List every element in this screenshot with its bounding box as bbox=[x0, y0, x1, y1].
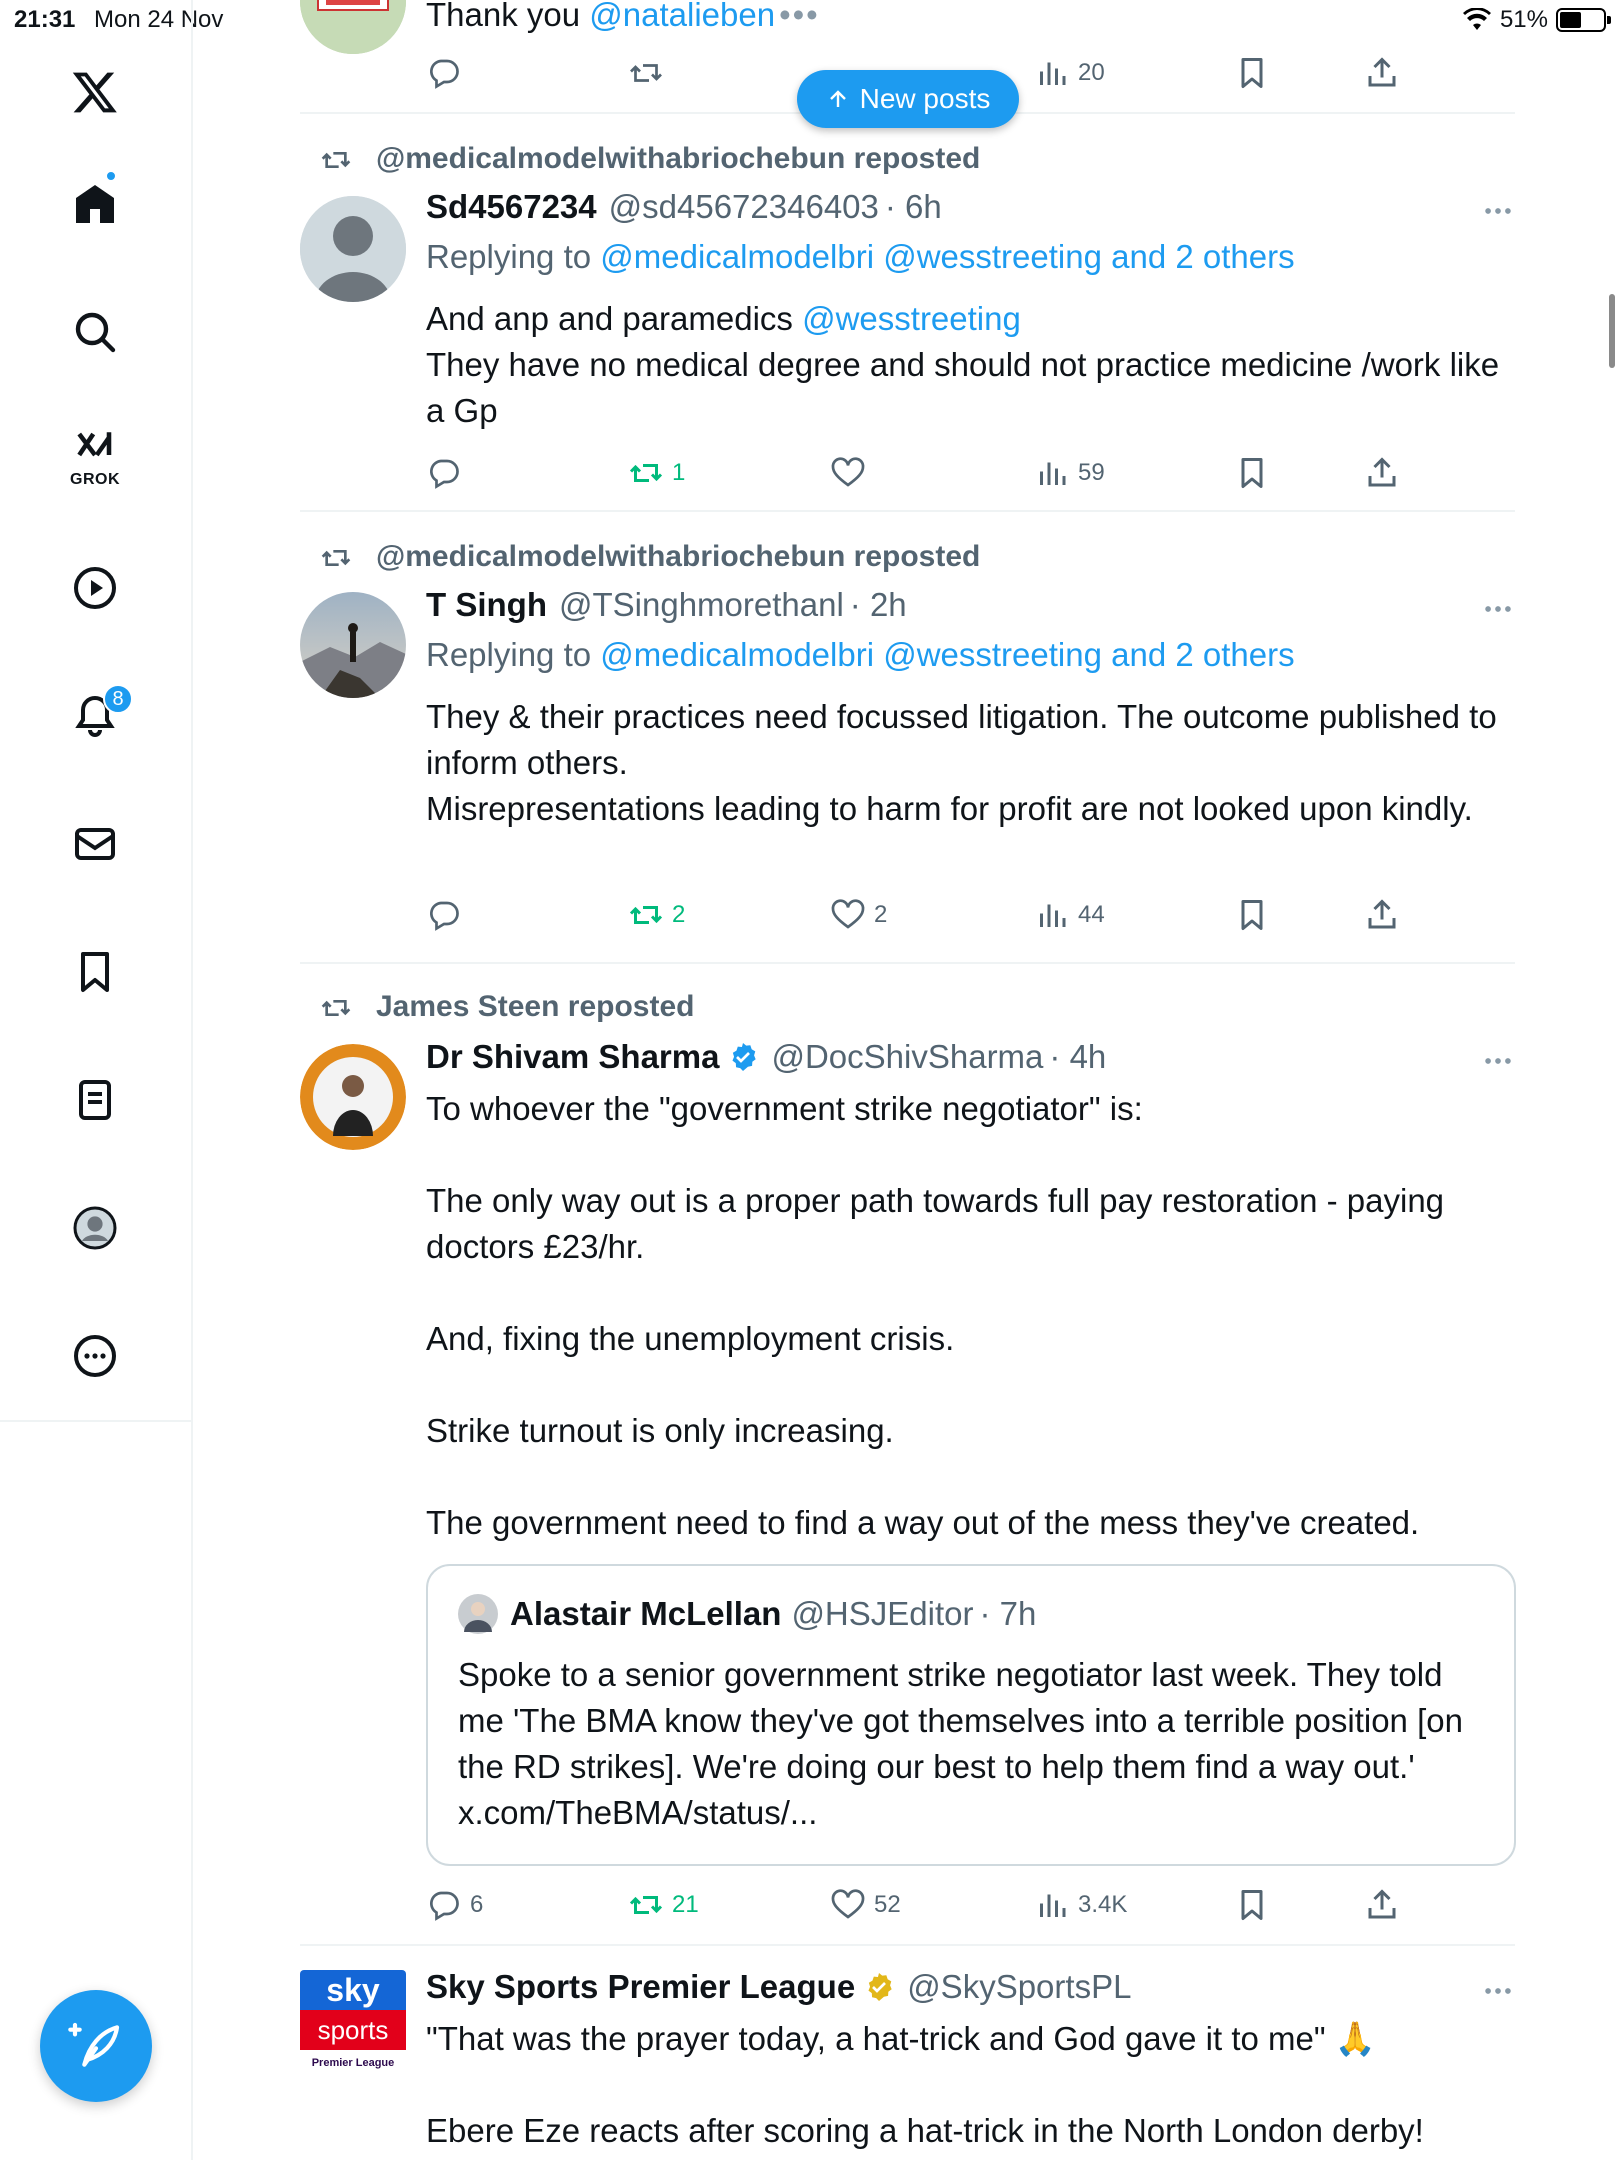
logo-sky: sky bbox=[300, 1970, 406, 2010]
post-time[interactable]: · 6h bbox=[884, 188, 942, 225]
replying-to-links[interactable]: @medicalmodelbri @wesstreeting and 2 others bbox=[600, 238, 1295, 275]
quote-header bbox=[458, 1594, 1036, 1634]
lists-icon bbox=[71, 1076, 119, 1124]
nav-more[interactable] bbox=[47, 1308, 143, 1404]
reply-button[interactable] bbox=[426, 448, 462, 498]
author-handle[interactable]: @DocShivSharma bbox=[771, 1038, 1044, 1075]
views-count: 20 bbox=[1078, 59, 1105, 86]
post-paragraph: And, fixing the unemployment crisis. bbox=[426, 1320, 955, 1357]
reply-icon bbox=[426, 55, 462, 91]
quote-time: · 7h bbox=[979, 1595, 1037, 1632]
battery-fill bbox=[1560, 12, 1581, 28]
post-text-p2: Ebere Eze reacts after scoring a hat-trick in the North London derby! bbox=[426, 2112, 1424, 2149]
x-logo-icon bbox=[71, 68, 119, 116]
post-body bbox=[426, 1086, 1516, 1546]
post-text-p2: Misrepresentations leading to harm for profit are not looked upon kindly. bbox=[426, 790, 1473, 827]
post-actions bbox=[426, 448, 1516, 498]
share-icon bbox=[1364, 55, 1400, 91]
x-logo-link[interactable] bbox=[47, 44, 143, 140]
nav-bookmarks[interactable] bbox=[47, 924, 143, 1020]
post-text-p1: "That was the prayer today, a hat-trick and God gave it to me" 🙏 bbox=[426, 2020, 1376, 2057]
compose-icon bbox=[68, 2018, 124, 2074]
repost-count: 2 bbox=[672, 901, 686, 928]
author-name[interactable]: T Singh bbox=[426, 586, 547, 623]
reply-count: 6 bbox=[470, 1891, 484, 1918]
reply-button[interactable] bbox=[426, 890, 462, 940]
post-time[interactable]: · 2h bbox=[849, 586, 907, 623]
post-text-prefix: Thank you bbox=[426, 0, 590, 33]
post-text-p1: They & their practices need focussed litigation. The outcome published to inform others. bbox=[426, 698, 1497, 781]
repost-button[interactable] bbox=[628, 1880, 699, 1930]
post-header bbox=[426, 1968, 1131, 2006]
repost-label[interactable]: James Steen reposted bbox=[376, 990, 695, 1023]
post-body bbox=[426, 296, 1516, 434]
post-header bbox=[426, 1038, 1106, 1076]
search-icon bbox=[71, 308, 119, 356]
nav-home[interactable] bbox=[47, 156, 143, 252]
more-options-icon[interactable] bbox=[1481, 592, 1515, 626]
reply-button[interactable] bbox=[426, 48, 462, 98]
post-paragraph: Strike turnout is only increasing. bbox=[426, 1412, 894, 1449]
like-count: 52 bbox=[874, 1891, 901, 1918]
mention-link[interactable]: @natalieben bbox=[589, 0, 776, 33]
bookmark-button[interactable] bbox=[1234, 890, 1270, 940]
bookmark-icon bbox=[1234, 1887, 1270, 1923]
more-icon bbox=[71, 1332, 119, 1380]
post-body bbox=[426, 2016, 1516, 2154]
author-handle[interactable]: @SkySportsPL bbox=[907, 1968, 1132, 2005]
sky-sports-logo[interactable] bbox=[300, 1970, 406, 2076]
grok-label: GROK bbox=[70, 471, 120, 488]
status-time: 21:31 bbox=[14, 6, 76, 33]
nav-messages[interactable] bbox=[47, 796, 143, 892]
divider bbox=[300, 510, 1515, 512]
share-icon bbox=[1364, 897, 1400, 933]
bookmark-icon bbox=[1234, 455, 1270, 491]
bookmark-button[interactable] bbox=[1234, 1880, 1270, 1930]
divider bbox=[300, 1944, 1515, 1946]
scrollbar[interactable] bbox=[1609, 294, 1615, 368]
avatar bbox=[458, 1594, 498, 1634]
repost-label[interactable]: @medicalmodelwithabriochebun reposted bbox=[376, 540, 981, 573]
share-icon bbox=[1364, 455, 1400, 491]
repost-attribution bbox=[376, 540, 980, 574]
repost-count: 21 bbox=[672, 1891, 699, 1918]
post-text bbox=[426, 0, 820, 34]
repost-icon bbox=[320, 144, 352, 176]
compose-button[interactable] bbox=[40, 1990, 152, 2102]
divider bbox=[300, 962, 1515, 964]
quote-author-name: Alastair McLellan bbox=[510, 1595, 782, 1632]
nav-grok[interactable] bbox=[47, 410, 143, 506]
nav-lists[interactable] bbox=[47, 1052, 143, 1148]
repost-button[interactable] bbox=[628, 448, 685, 498]
views-count: 59 bbox=[1078, 459, 1105, 486]
home-new-dot bbox=[105, 170, 117, 182]
avatar[interactable] bbox=[300, 592, 406, 698]
author-handle[interactable]: @sd45672346403 bbox=[608, 188, 879, 225]
repost-icon bbox=[628, 455, 664, 491]
nav-video[interactable] bbox=[47, 540, 143, 636]
logo-sports: sports bbox=[300, 2010, 406, 2050]
repost-count: 1 bbox=[672, 459, 686, 486]
repost-label[interactable]: @medicalmodelwithabriochebun reposted bbox=[376, 142, 981, 175]
replying-to bbox=[426, 238, 1295, 276]
reply-icon bbox=[426, 897, 462, 933]
repost-button[interactable] bbox=[628, 48, 664, 98]
status-date: Mon 24 Nov bbox=[94, 6, 224, 33]
heart-icon bbox=[830, 897, 866, 933]
bookmark-icon bbox=[1234, 897, 1270, 933]
replying-to-links[interactable]: @medicalmodelbri @wesstreeting and 2 others bbox=[600, 636, 1295, 673]
like-count: 2 bbox=[874, 901, 888, 928]
views-icon bbox=[1034, 897, 1070, 933]
views-button[interactable] bbox=[1034, 1880, 1127, 1930]
views-button[interactable] bbox=[1034, 448, 1105, 498]
repost-icon bbox=[320, 542, 352, 574]
bookmark-button[interactable] bbox=[1234, 48, 1270, 98]
mail-icon bbox=[71, 820, 119, 868]
repost-icon bbox=[628, 897, 664, 933]
avatar[interactable] bbox=[300, 0, 406, 54]
more-options-icon[interactable] bbox=[1481, 1044, 1515, 1078]
sidebar bbox=[0, 0, 193, 2160]
post-paragraph: The only way out is a proper path towards full pay restoration - paying doctors £23/hr. bbox=[426, 1182, 1445, 1265]
timeline-feed bbox=[300, 0, 1515, 2160]
heart-icon bbox=[830, 1887, 866, 1923]
quoted-post[interactable] bbox=[426, 1564, 1516, 1866]
arrow-up-icon bbox=[826, 87, 850, 111]
verified-gold-badge-icon bbox=[863, 1971, 895, 2003]
reply-button[interactable] bbox=[426, 1880, 483, 1930]
replying-label: Replying to bbox=[426, 636, 601, 673]
share-button[interactable] bbox=[1364, 1880, 1400, 1930]
repost-button[interactable] bbox=[628, 890, 685, 940]
home-icon bbox=[71, 180, 119, 228]
like-button[interactable] bbox=[830, 890, 887, 940]
post-body bbox=[426, 694, 1516, 832]
sidebar-divider bbox=[0, 1420, 193, 1422]
post-time[interactable]: · 4h bbox=[1049, 1038, 1107, 1075]
verified-badge-icon bbox=[727, 1041, 759, 1073]
author-name[interactable]: Sd4567234 bbox=[426, 188, 597, 225]
views-icon bbox=[1034, 55, 1070, 91]
notifications-badge: 8 bbox=[103, 684, 133, 714]
post-actions bbox=[426, 890, 1516, 940]
post-paragraph: The government need to find a way out of the mess they've created. bbox=[426, 1504, 1420, 1541]
avatar[interactable] bbox=[300, 1044, 406, 1150]
repost-icon bbox=[320, 992, 352, 1024]
reply-icon bbox=[426, 455, 462, 491]
share-button[interactable] bbox=[1364, 448, 1400, 498]
quote-author-handle: @HSJEditor bbox=[791, 1595, 974, 1632]
author-handle[interactable]: @TSinghmorethanl bbox=[558, 586, 844, 623]
post-actions bbox=[426, 1880, 1516, 1930]
video-icon bbox=[71, 564, 119, 612]
more-options-icon[interactable] bbox=[1481, 194, 1515, 228]
views-button[interactable] bbox=[1034, 890, 1105, 940]
repost-attribution bbox=[376, 990, 694, 1024]
views-icon bbox=[1034, 455, 1070, 491]
views-count: 44 bbox=[1078, 901, 1105, 928]
bookmark-icon bbox=[1234, 55, 1270, 91]
mention-link[interactable]: @wesstreeting bbox=[802, 300, 1021, 337]
nav-notifications[interactable] bbox=[47, 668, 143, 764]
post-paragraph: To whoever the "government strike negotiator" is: bbox=[426, 1090, 1143, 1127]
author-name[interactable]: Dr Shivam Sharma bbox=[426, 1038, 720, 1075]
share-button[interactable] bbox=[1364, 48, 1400, 98]
avatar[interactable] bbox=[300, 196, 406, 302]
logo-premier-league: Premier League bbox=[311, 2057, 395, 2069]
new-posts-button[interactable] bbox=[797, 70, 1019, 128]
replying-label: Replying to bbox=[426, 238, 601, 275]
truncated-dots: ••• bbox=[779, 0, 820, 33]
views-count: 3.4K bbox=[1078, 1891, 1128, 1918]
bookmark-button[interactable] bbox=[1234, 448, 1270, 498]
share-icon bbox=[1364, 1887, 1400, 1923]
nav-profile[interactable] bbox=[47, 1180, 143, 1276]
post-header bbox=[426, 586, 907, 624]
new-posts-label: New posts bbox=[859, 83, 991, 114]
repost-icon bbox=[628, 55, 664, 91]
like-button[interactable] bbox=[830, 1880, 901, 1930]
battery-icon bbox=[1556, 8, 1606, 32]
bookmark-icon bbox=[71, 948, 119, 996]
share-button[interactable] bbox=[1364, 890, 1400, 940]
reply-icon bbox=[426, 1887, 462, 1923]
post-text-rest: They have no medical degree and should not practice medicine /work like a Gp bbox=[426, 346, 1500, 429]
battery-percent: 51% bbox=[1499, 6, 1548, 33]
more-options-icon[interactable] bbox=[1481, 1974, 1515, 2008]
quote-text: Spoke to a senior government strike negotiator last week. They told me 'The BMA know they've got themselves into a terrible position [on the RD strikes]. We're doing our best to help them find a way out.' x.com/TheBMA/status/... bbox=[458, 1656, 1463, 1831]
views-icon bbox=[1034, 1887, 1070, 1923]
profile-icon bbox=[71, 1204, 119, 1252]
like-button[interactable] bbox=[830, 448, 866, 498]
views-button[interactable] bbox=[1034, 48, 1105, 98]
replying-to bbox=[426, 636, 1295, 674]
author-name[interactable]: Sky Sports Premier League bbox=[426, 1968, 856, 2005]
post-header bbox=[426, 188, 942, 226]
repost-attribution bbox=[376, 142, 980, 176]
repost-icon bbox=[628, 1887, 664, 1923]
post-text-line1: And anp and paramedics bbox=[426, 300, 803, 337]
grok-icon bbox=[72, 427, 118, 469]
nav-explore[interactable] bbox=[47, 284, 143, 380]
heart-icon bbox=[830, 455, 866, 491]
